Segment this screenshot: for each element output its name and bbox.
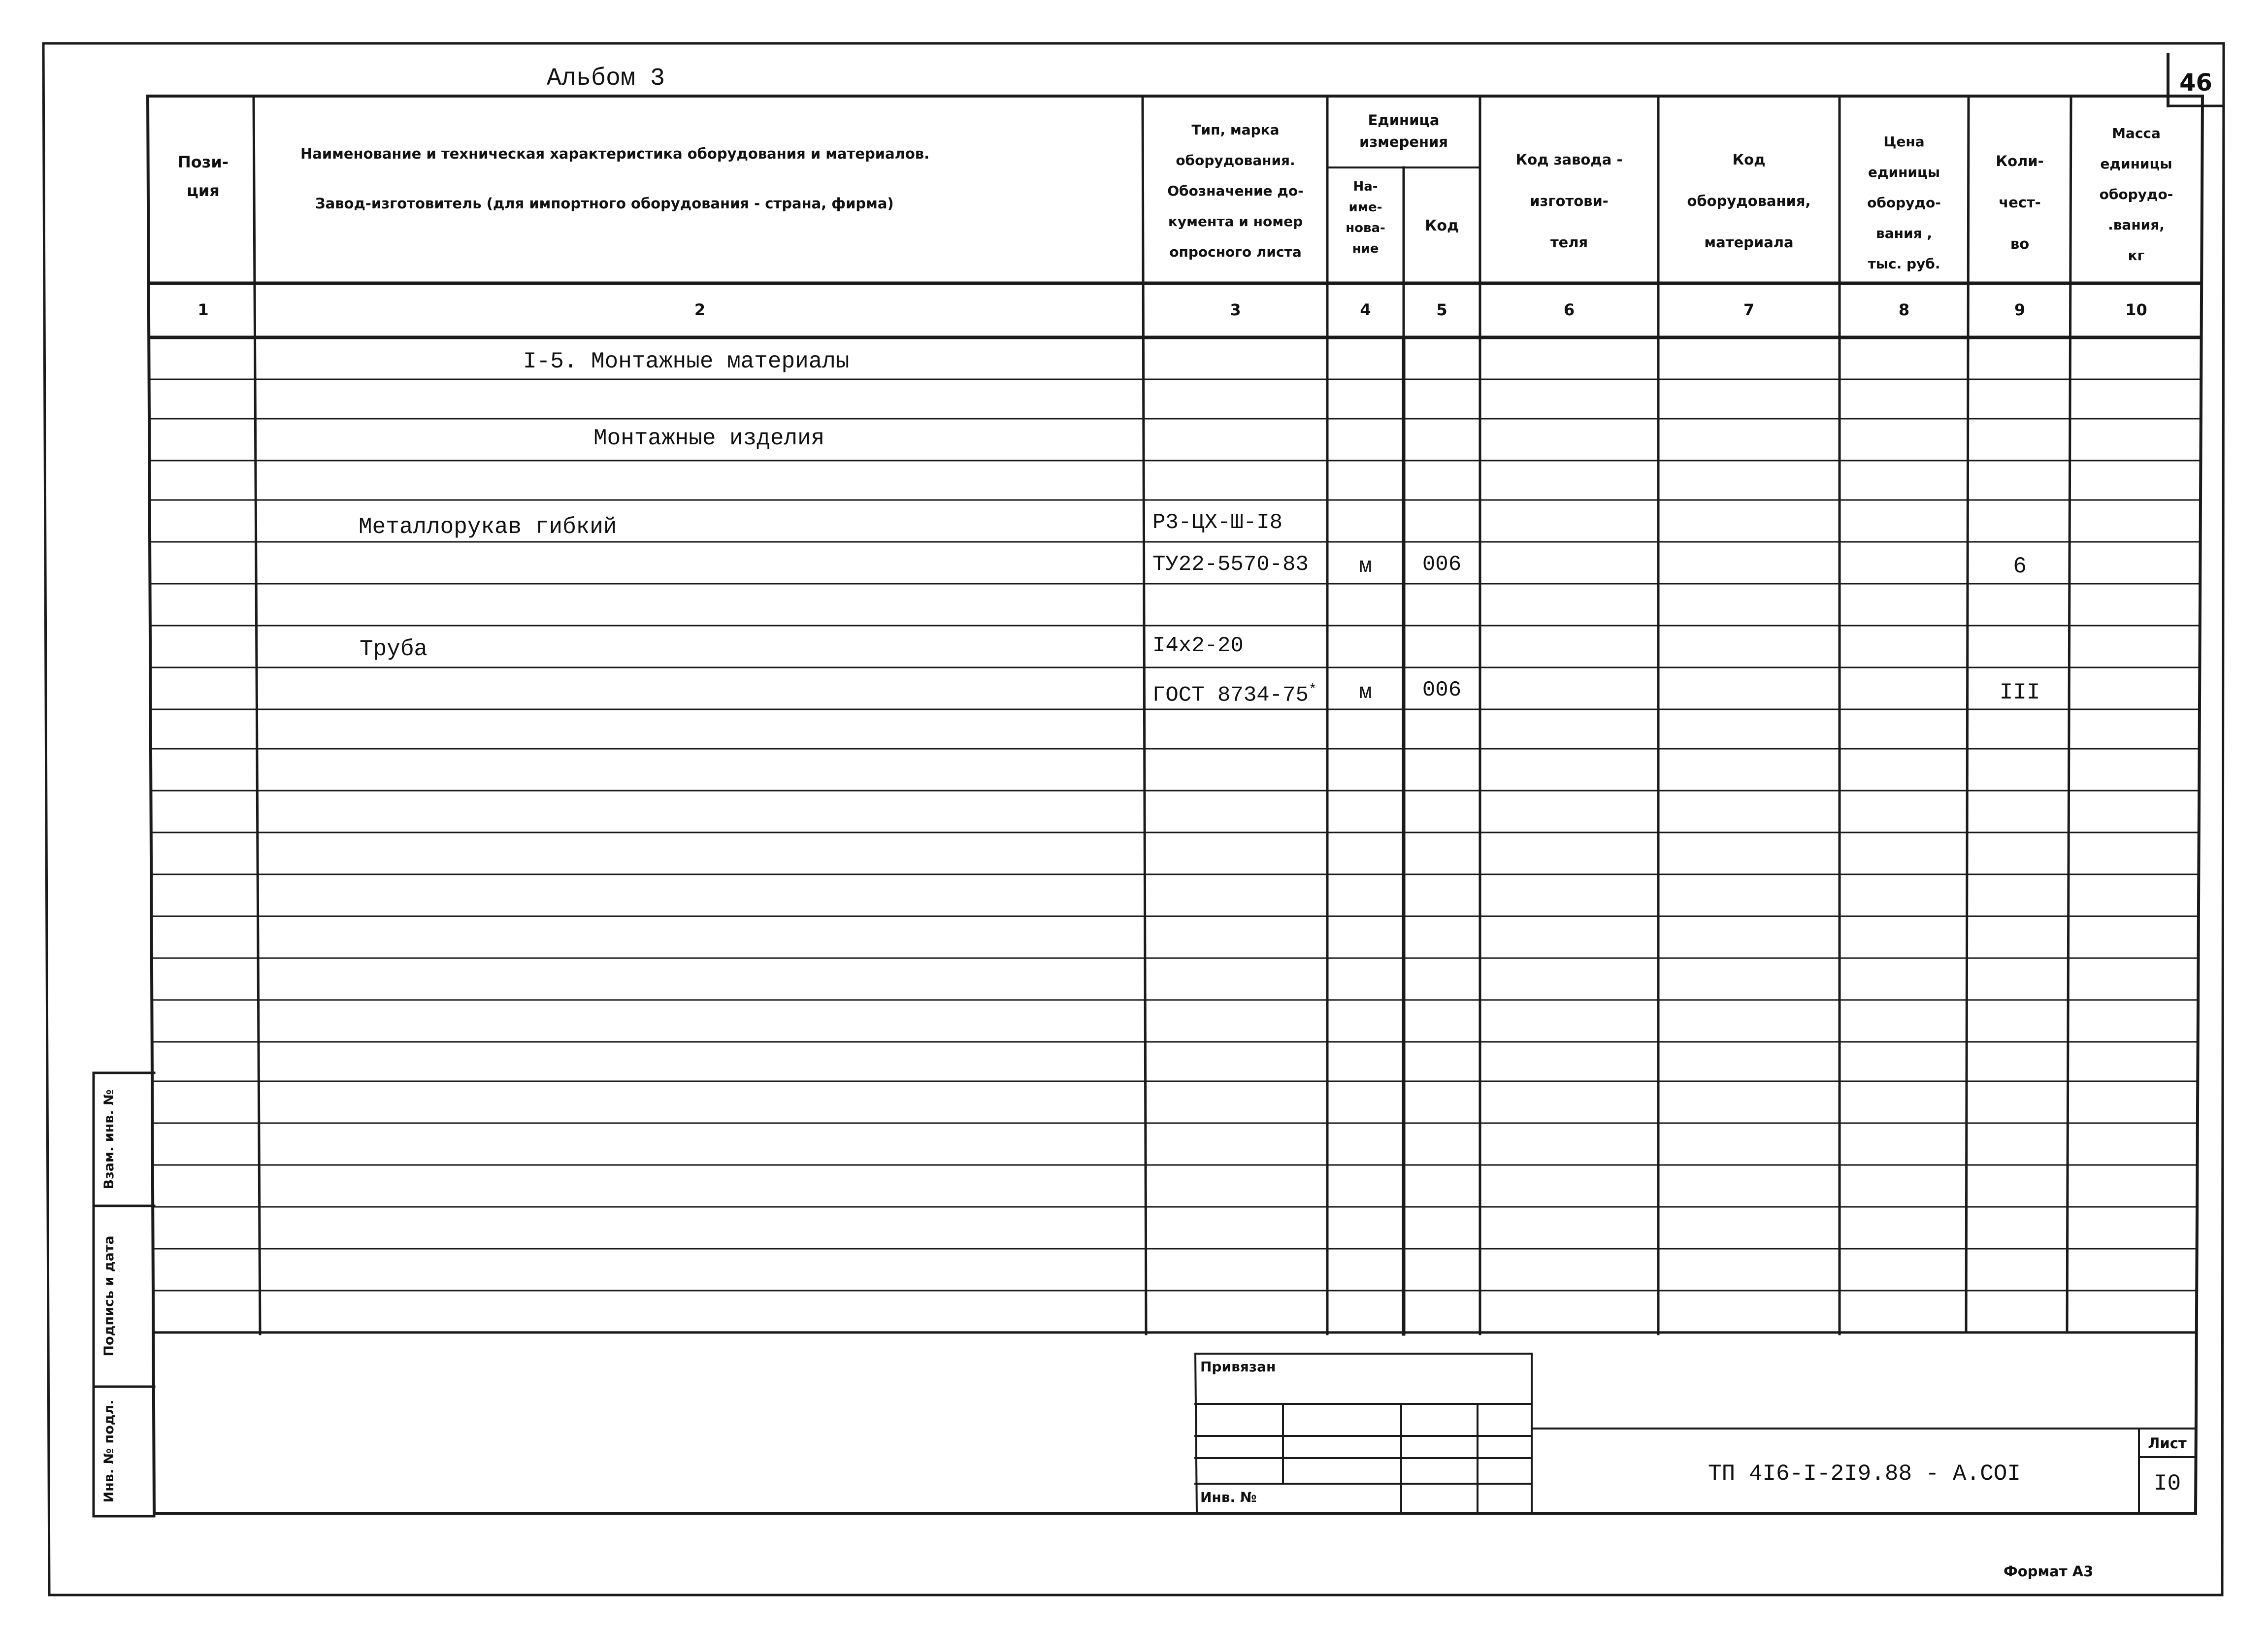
column-number: 8 — [1898, 300, 1910, 319]
sheet-label: Лист — [2148, 1435, 2187, 1452]
header-factory-code: Код завода - изготови- теля — [1515, 151, 1623, 251]
document-code: ТП 4I6-I-2I9.88 - А.СОI — [1708, 1461, 2021, 1487]
item-quantity: III — [1999, 680, 2040, 705]
stamp-original-inv: Инв. № подл. — [101, 1399, 117, 1503]
column-number: 7 — [1743, 300, 1755, 319]
item-name: Металлорукав гибкий — [359, 514, 617, 540]
item-unit: м — [1359, 680, 1372, 705]
item-unit-code: 006 — [1422, 678, 1462, 702]
column-number: 1 — [197, 300, 209, 319]
column-number: 9 — [2014, 300, 2026, 319]
header-equipment-code: Код оборудования, материала — [1687, 151, 1811, 251]
bound-label: Привязан — [1200, 1359, 1276, 1375]
item-doc-text: ГОСТ 8734-75 — [1152, 683, 1309, 708]
stamp-replaced-inv: Взам. инв. № — [101, 1089, 117, 1190]
item-doc — [1152, 676, 1317, 709]
item-type: I4x2-20 — [1152, 633, 1244, 658]
item-type: Р3-ЦХ-Ш-I8 — [1152, 510, 1283, 535]
sheet-number: I0 — [2153, 1471, 2181, 1496]
column-number: 2 — [694, 300, 706, 319]
header-quantity: Коли- чест- во — [1996, 153, 2044, 252]
item-doc-mark: * — [1308, 682, 1317, 698]
column-number: 5 — [1436, 300, 1447, 319]
album-title: Альбом 3 — [547, 65, 665, 93]
column-number: 3 — [1230, 300, 1241, 319]
header-name-line2: Завод-изготовитель (для импортного оборудования - страна, фирма) — [315, 195, 894, 212]
subsection-title: Монтажные изделия — [593, 426, 825, 451]
header-name-line1: Наименование и техническая характеристика оборудования и материалов. — [300, 145, 930, 162]
item-unit-code: 006 — [1422, 552, 1462, 577]
inv-label: Инв. № — [1200, 1489, 1257, 1505]
header-position: Пози- ция — [177, 153, 229, 200]
item-unit: м — [1359, 554, 1372, 579]
column-number: 6 — [1563, 300, 1575, 319]
format-label: Формат А3 — [2004, 1563, 2094, 1580]
column-number: 10 — [2125, 300, 2147, 319]
item-doc: ТУ22-5570-83 — [1152, 552, 1309, 577]
header-unit-code: Код — [1424, 217, 1459, 234]
header-price: Цена единицы оборудо- вания , тыс. руб. — [1867, 133, 1941, 272]
stamp-signature-date: Подпись и дата — [101, 1235, 117, 1357]
header-unit-name: На- име- нова- ние — [1346, 179, 1385, 256]
page-number: 46 — [2179, 69, 2212, 97]
header-mass: Масса единицы оборудо- .вания, кг — [2099, 125, 2173, 264]
section-title: I-5. Монтажные материалы — [523, 349, 850, 374]
header-unit-group: Единица измерения — [1359, 112, 1448, 150]
item-name: Труба — [360, 636, 428, 662]
column-number: 4 — [1360, 300, 1371, 319]
item-quantity: 6 — [2013, 554, 2027, 579]
header-type: Тип, марка оборудования. Обозначение до- кумента и номер опросного листа — [1167, 122, 1304, 260]
